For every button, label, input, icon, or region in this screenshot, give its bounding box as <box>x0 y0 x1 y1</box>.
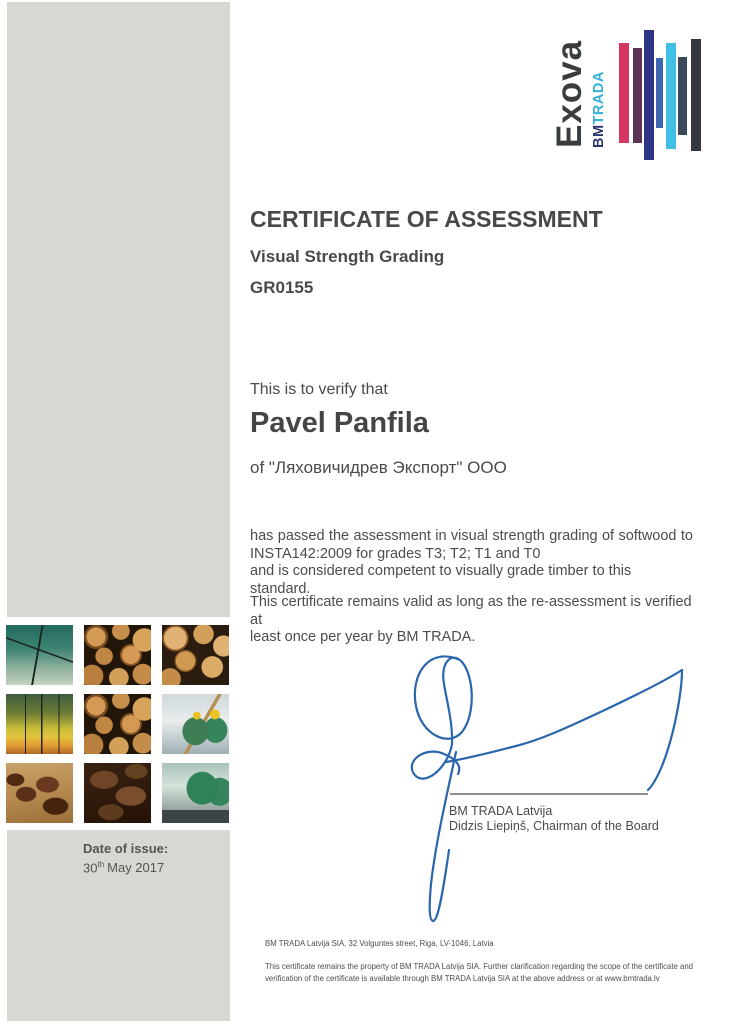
certificate-title: CERTIFICATE OF ASSESSMENT <box>250 206 603 232</box>
signatory-organisation: BM TRADA Latvija <box>449 804 553 818</box>
assessment-line-2: INSTA142:2009 for grades T3; T2; T1 and T0 <box>250 545 541 562</box>
certificate-subtitle: Visual Strength Grading <box>250 247 445 266</box>
photo-coffee-beans-dark <box>84 763 151 823</box>
logo-bar-slate <box>678 57 687 135</box>
date-day: 30 <box>83 860 98 876</box>
certificate-number: GR0155 <box>250 278 314 297</box>
logo-bar-cyan <box>666 43 676 149</box>
footer-address: BM TRADA Latvija SIA, 32 Volguntes street, Riga, LV-1046, Latvia <box>265 939 494 948</box>
bmtrada-logo-text <box>591 72 608 148</box>
left-panel-bottom <box>7 830 230 1021</box>
bm-logo-part: BM <box>591 124 607 148</box>
photo-stacked-logs <box>84 625 151 685</box>
photo-collage <box>6 625 229 823</box>
logo-bar-navy <box>644 30 654 160</box>
photo-coffee-beans-wood <box>6 763 73 823</box>
left-panel-top <box>7 2 230 617</box>
logo-bar-purple <box>633 48 642 143</box>
footer-fine-print-line-2: verification of the certificate is available through BM TRADA Latvija SIA at the above address or at www.bmtrada.lv <box>265 973 660 983</box>
handwritten-signature <box>400 640 700 940</box>
assessment-line-3: and is considered competent to visually grade timber to this standard. <box>250 563 632 597</box>
photo-wind-turbine-teal <box>6 625 73 685</box>
logo-bars-icon <box>618 30 703 165</box>
photo-wind-farm-sunset <box>6 694 73 754</box>
date-of-issue-label: Date of issue: <box>83 841 169 856</box>
footer-fine-print <box>265 961 693 984</box>
signature-rule <box>450 793 648 795</box>
date-month-year: May 2017 <box>107 860 165 876</box>
photo-stacked-logs-light <box>162 625 229 685</box>
assessment-line-1: has passed the assessment in visual strength grading of softwood to <box>250 528 693 544</box>
verify-intro-text: This is to verify that <box>250 381 388 398</box>
holder-company: of "Ляховичидрев Экспорт" ООО <box>250 458 507 477</box>
photo-stacked-logs-dark <box>84 694 151 754</box>
validity-line-1: This certificate remains valid as long as the re-assessment is verified at <box>250 594 692 628</box>
photo-workers-hard-hats <box>162 694 229 754</box>
validity-line-2: least once per year by BM TRADA. <box>250 629 476 645</box>
footer-fine-print-line-1: This certificate remains the property of BM TRADA Latvija SIA. Further clarification regarding the scope of the certificate and <box>265 962 694 971</box>
signatory-name-title: Didzis Liepiņš, Chairman of the Board <box>449 819 659 833</box>
logo-bar-blue <box>656 58 663 128</box>
photo-workers-inspection <box>162 763 229 823</box>
holder-name: Pavel Panfila <box>250 407 429 439</box>
logo-bar-charcoal <box>691 39 701 151</box>
trada-logo-part: TRADA <box>591 71 607 125</box>
logo-bar-pink <box>619 43 629 143</box>
date-of-issue-value <box>83 860 164 875</box>
assessment-paragraph <box>250 528 693 598</box>
exova-logo-text: Exova <box>550 39 589 148</box>
validity-paragraph <box>250 594 693 647</box>
date-ordinal: th <box>97 860 105 869</box>
